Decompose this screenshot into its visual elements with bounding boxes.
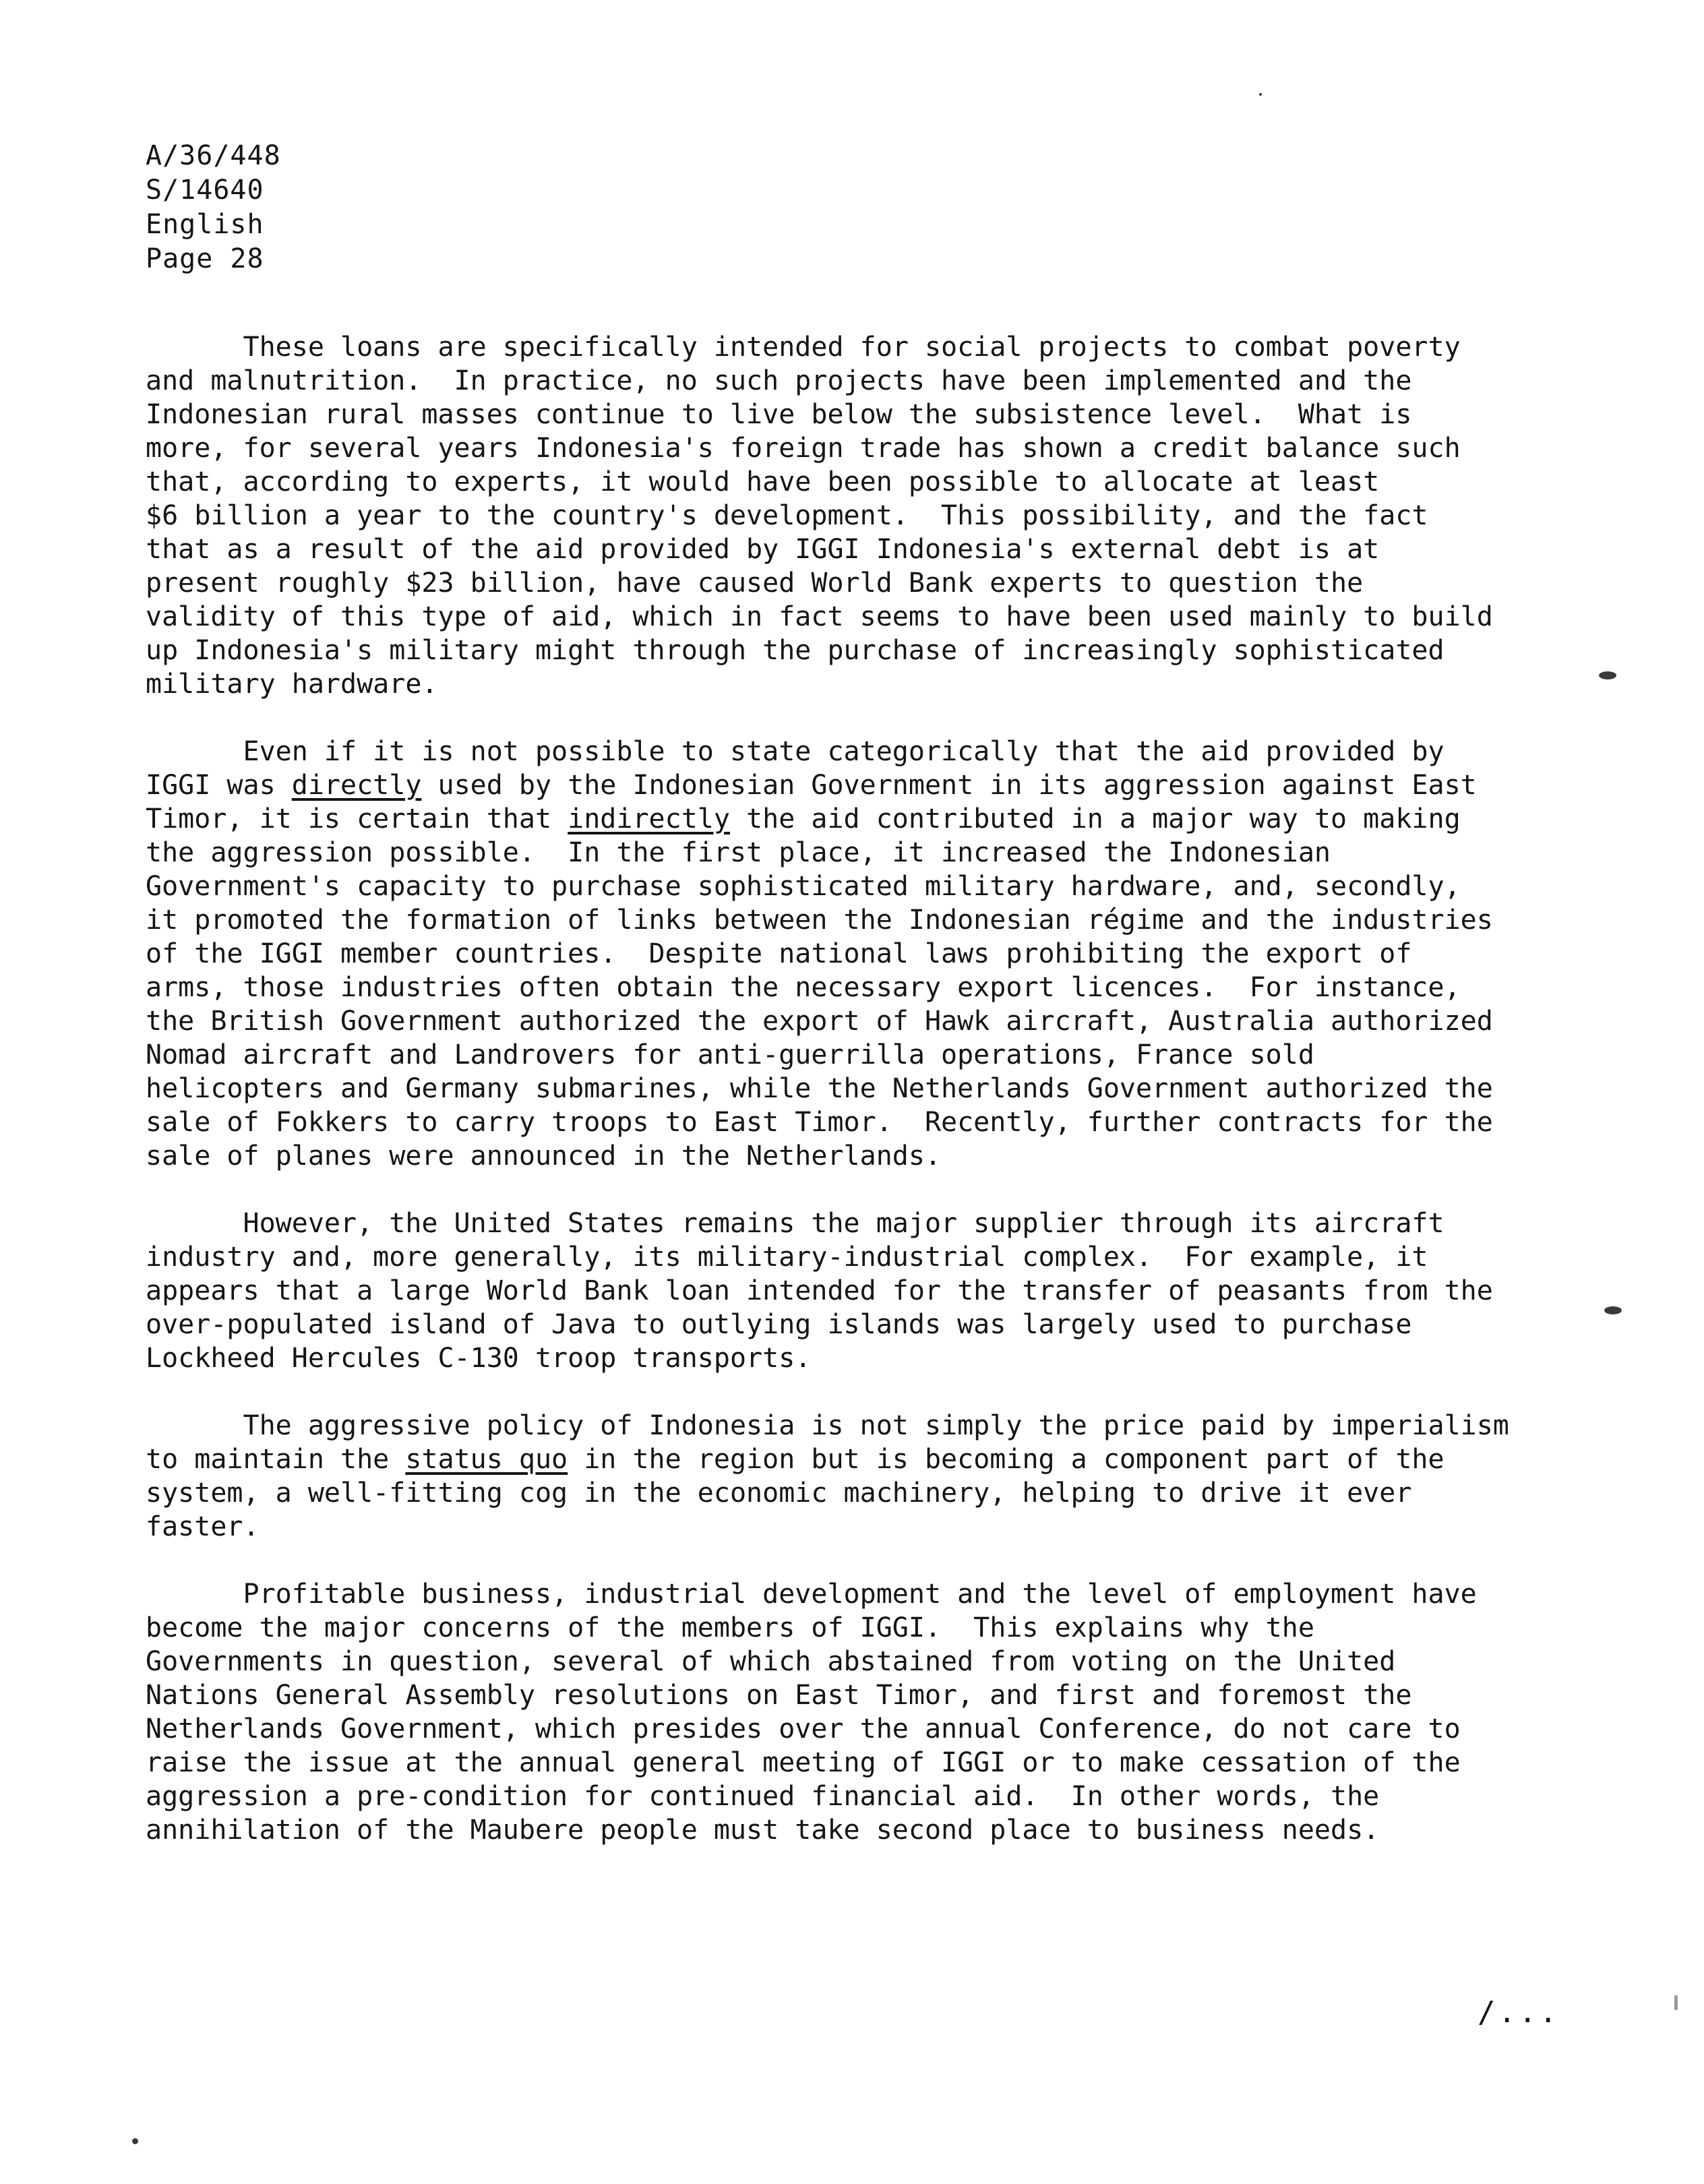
text-line — [146, 533, 1554, 566]
text-segment: validity of this type of aid, which in fact seems to have been used mainly to build — [146, 601, 1493, 632]
text-line — [146, 1308, 1554, 1341]
document-language: English — [146, 209, 264, 240]
continuation-mark: /... — [1478, 1995, 1560, 2030]
text-segment: Timor, it is certain that — [146, 803, 568, 835]
text-line — [146, 1274, 1554, 1308]
text-segment: Even if it is not possible to state categorically that the aid provided by — [146, 736, 1444, 767]
text-segment: over-populated island of Java to outlying islands was largely used to purchase — [146, 1309, 1412, 1340]
text-line — [146, 971, 1554, 1004]
paragraph — [146, 1207, 1554, 1375]
document-body — [146, 330, 1554, 1881]
text-line — [146, 1240, 1554, 1274]
text-line — [146, 566, 1554, 600]
text-line — [146, 1510, 1554, 1544]
text-line — [146, 870, 1554, 903]
text-line — [146, 398, 1554, 431]
text-segment: However, the United States remains the major supplier through its aircraft — [146, 1208, 1444, 1239]
text-line — [146, 330, 1554, 364]
text-segment: arms, those industries often obtain the necessary export licences. For instance, — [146, 972, 1461, 1003]
text-segment: Lockheed Hercules C-130 troop transports. — [146, 1343, 812, 1374]
text-line — [146, 1476, 1554, 1510]
text-line — [146, 1678, 1554, 1712]
text-line — [146, 1645, 1554, 1678]
text-line — [146, 600, 1554, 634]
paragraph — [146, 1577, 1554, 1847]
scan-speck — [1259, 93, 1262, 96]
text-line — [146, 1409, 1554, 1443]
text-segment: These loans are specifically intended for social projects to combat poverty — [146, 332, 1461, 363]
text-line — [146, 364, 1554, 398]
text-segment: The aggressive policy of Indonesia is not simply the price paid by imperialism — [146, 1410, 1509, 1441]
text-line — [146, 802, 1554, 836]
scan-speck — [1604, 1306, 1622, 1314]
text-line — [146, 1105, 1554, 1139]
text-segment: helicopters and Germany submarines, while the Netherlands Government authorized the — [146, 1073, 1493, 1104]
text-segment: that, according to experts, it would have been possible to allocate at least — [146, 466, 1380, 497]
text-segment: faster. — [146, 1511, 260, 1542]
text-line — [146, 1813, 1554, 1847]
page-number: Page 28 — [146, 243, 264, 274]
text-segment: sale of planes were announced in the Netherlands. — [146, 1141, 942, 1172]
text-segment: Government's capacity to purchase sophisticated military hardware, and, secondly, — [146, 871, 1461, 902]
text-line — [146, 937, 1554, 971]
text-line — [146, 1207, 1554, 1240]
text-segment: $6 billion a year to the country's development. This possibility, and the fact — [146, 500, 1428, 531]
text-segment: the British Government authorized the export of Hawk aircraft, Australia authorized — [146, 1006, 1493, 1037]
text-line — [146, 1577, 1554, 1611]
text-line — [146, 768, 1554, 802]
text-segment: system, a well-fitting cog in the economic machinery, helping to drive it ever — [146, 1478, 1412, 1509]
text-segment: up Indonesia's military might through the purchase of increasingly sophisticated — [146, 635, 1444, 666]
text-segment: Netherlands Government, which presides over the annual Conference, do not care to — [146, 1713, 1461, 1745]
underlined-phrase: status quo — [405, 1444, 568, 1475]
document-symbol-a: A/36/448 — [146, 140, 281, 171]
text-line — [146, 1004, 1554, 1038]
text-line — [146, 1139, 1554, 1173]
text-segment: in the region but is becoming a component part of the — [568, 1444, 1444, 1475]
text-line — [146, 1611, 1554, 1645]
text-segment: annihilation of the Maubere people must take second place to business needs. — [146, 1815, 1380, 1846]
text-segment: the aggression possible. In the first place, it increased the Indonesian — [146, 837, 1331, 868]
text-segment: industry and, more generally, its military-industrial complex. For example, it — [146, 1242, 1428, 1273]
underlined-phrase: directly — [291, 770, 422, 801]
text-segment: Indonesian rural masses continue to live below the subsistence level. What is — [146, 399, 1412, 430]
text-line — [146, 1443, 1554, 1476]
text-segment: more, for several years Indonesia's foreign trade has shown a credit balance such — [146, 433, 1461, 464]
scan-speck — [1599, 671, 1616, 679]
text-segment: Nomad aircraft and Landrovers for anti-guerrilla operations, France sold — [146, 1039, 1314, 1070]
text-line — [146, 836, 1554, 870]
paragraph — [146, 735, 1554, 1173]
text-segment: become the major concerns of the members of IGGI. This explains why the — [146, 1612, 1314, 1643]
text-segment: sale of Fokkers to carry troops to East Timor. Recently, further contracts for the — [146, 1107, 1493, 1138]
text-segment: IGGI was — [146, 770, 292, 801]
text-line — [146, 1341, 1554, 1375]
text-line — [146, 499, 1554, 533]
text-segment: appears that a large World Bank loan intended for the transfer of peasants from the — [146, 1275, 1493, 1306]
text-line — [146, 431, 1554, 465]
text-line — [146, 903, 1554, 937]
document-header — [146, 139, 281, 276]
text-segment: to maintain the — [146, 1444, 406, 1475]
text-segment: military hardware. — [146, 669, 438, 700]
text-line — [146, 1038, 1554, 1072]
scan-speck — [132, 2138, 138, 2144]
paragraph — [146, 330, 1554, 701]
text-line — [146, 465, 1554, 499]
text-segment: aggression a pre-condition for continued financial aid. In other words, the — [146, 1781, 1380, 1812]
text-line — [146, 667, 1554, 701]
text-segment: used by the Indonesian Government in its aggression against East — [421, 770, 1477, 801]
text-segment: and malnutrition. In practice, no such projects have been implemented and the — [146, 365, 1412, 396]
text-segment: Governments in question, several of which abstained from voting on the United — [146, 1646, 1396, 1677]
text-line — [146, 1780, 1554, 1813]
text-segment: Nations General Assembly resolutions on East Timor, and first and foremost the — [146, 1680, 1412, 1711]
text-segment: raise the issue at the annual general meeting of IGGI or to make cessation of the — [146, 1747, 1461, 1778]
scan-speck — [1674, 1995, 1678, 2010]
text-line — [146, 735, 1554, 768]
text-segment: of the IGGI member countries. Despite national laws prohibiting the export of — [146, 938, 1412, 969]
text-segment: the aid contributed in a major way to making — [729, 803, 1461, 835]
text-line — [146, 634, 1554, 667]
text-segment: that as a result of the aid provided by IGGI Indonesia's external debt is at — [146, 534, 1380, 565]
document-symbol-s: S/14640 — [146, 175, 264, 206]
text-line — [146, 1072, 1554, 1105]
text-line — [146, 1746, 1554, 1780]
underlined-phrase: indirectly — [568, 803, 730, 835]
text-line — [146, 1712, 1554, 1746]
paragraph — [146, 1409, 1554, 1544]
text-segment: Profitable business, industrial development and the level of employment have — [146, 1579, 1477, 1610]
text-segment: it promoted the formation of links between the Indonesian régime and the industries — [146, 905, 1493, 936]
text-segment: present roughly $23 billion, have caused World Bank experts to question the — [146, 568, 1364, 599]
